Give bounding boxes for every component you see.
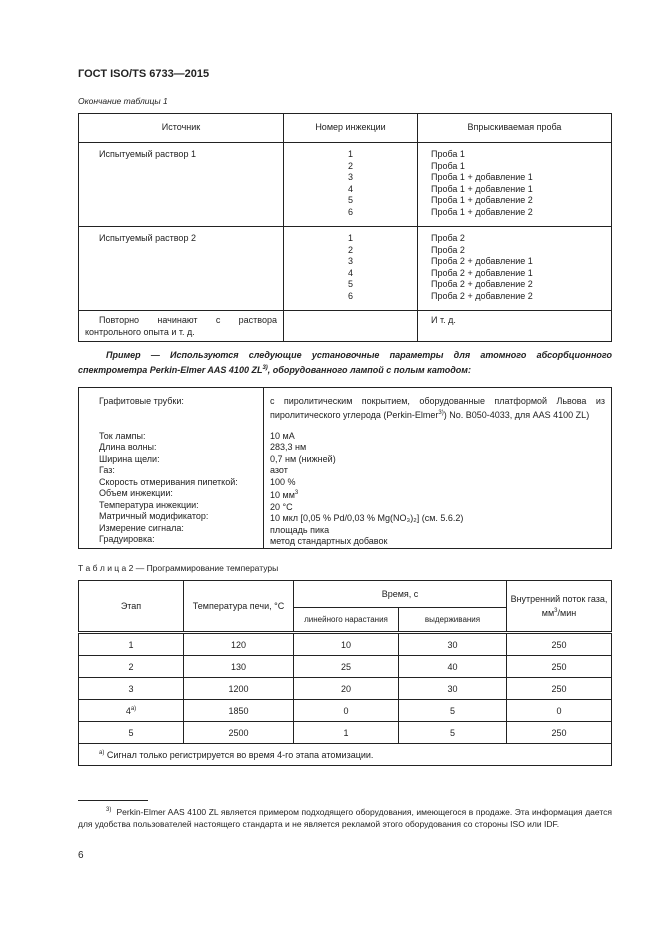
param-labels: [79, 388, 264, 549]
text: Сигнал только регистрируется во время 4-го этапа атомизации.: [106, 749, 374, 760]
num: 6: [347, 206, 353, 217]
cell: 1: [294, 722, 399, 744]
num: 3: [347, 172, 353, 182]
text: Perkin-Elmer AAS 4100 ZL является примером подходящего оборудования, имеющегося в продаже. Эта информация дается для удобства пользователей настоящего стандарта и не является рекламой этого оборудования со стороны ISO или IDF.: [78, 806, 612, 829]
num: 5: [347, 279, 353, 289]
cell: 2500: [184, 722, 294, 744]
header-ramp: линейного нарастания: [294, 608, 399, 633]
header-sample: Впрыскиваемая проба: [418, 114, 612, 143]
samples-cell: [418, 143, 612, 227]
sample: Проба 1: [431, 149, 465, 159]
text: ) No. B050-4033, для AAS 4100 ZL): [443, 409, 590, 420]
cell: 1850: [184, 700, 294, 722]
param-label: Графитовые трубки:: [99, 396, 184, 406]
cell: 250: [507, 678, 612, 700]
cell: 250: [507, 722, 612, 744]
num: 3: [347, 256, 353, 266]
table-row: [79, 311, 612, 342]
sample: Проба 1 + добавление 1: [431, 172, 533, 182]
cell: 10: [294, 633, 399, 656]
param-label: Температура инжекции:: [99, 499, 199, 510]
cell: 1200: [184, 678, 294, 700]
table1: [78, 113, 612, 342]
source-cell: Повторно начинают с раствора контрольного опыта и т. д.: [79, 311, 284, 342]
param-label: Градуировка:: [99, 534, 155, 544]
param-value: 100 %: [270, 476, 296, 487]
text: с пиролитическим покрытием, оборудованные платформой Львова из пиролитического углерода (Perkin-Elmer: [270, 396, 605, 420]
cell: 30: [399, 678, 507, 700]
param-value: 10 мкл [0,05 % Pd/0,03 % Mg(NO₃)₂] (см. 5.6.2): [270, 513, 464, 523]
cell: 2: [79, 656, 184, 678]
num: 1: [347, 149, 353, 159]
document-header: ГОСТ ISO/TS 6733—2015: [78, 68, 210, 80]
table-row: [79, 700, 612, 722]
header-stage: Этап: [79, 581, 184, 633]
cell: 25: [294, 656, 399, 678]
samples-cell: [418, 227, 612, 311]
cell: 0: [294, 700, 399, 722]
param-label: Длина волны:: [99, 442, 157, 452]
sample: Проба 2 + добавление 2: [431, 279, 533, 289]
table-row: [79, 143, 612, 227]
sample: Проба 2 + добавление 2: [431, 290, 533, 301]
table2: [78, 580, 612, 766]
text: 4: [125, 705, 131, 716]
param-value: площадь пика: [270, 524, 330, 535]
source-cell: Испытуемый раствор 2: [79, 227, 284, 311]
parameters-table: [78, 387, 612, 549]
table2-header-row: [79, 581, 612, 608]
text: /мин: [557, 608, 577, 618]
param-label: Ток лампы:: [99, 430, 146, 441]
example-paragraph: [78, 349, 612, 377]
param-values: [264, 388, 612, 549]
header-temp: Температура печи, °C: [184, 581, 294, 633]
param-value: метод стандартных добавок: [270, 536, 388, 546]
param-value: 10 мА: [270, 430, 295, 441]
text: 10 мм: [270, 490, 295, 500]
cell: 5: [399, 722, 507, 744]
header-hold: выдерживания: [399, 608, 507, 633]
cell: 3: [79, 678, 184, 700]
cell: 120: [184, 633, 294, 656]
sample: Проба 2 + добавление 1: [431, 267, 533, 278]
param-label: Объем инжекции:: [99, 488, 173, 498]
sample: Проба 1 + добавление 2: [431, 206, 533, 217]
cell: 5: [79, 722, 184, 744]
sample: Проба 2: [431, 244, 465, 255]
table1-header-row: [79, 114, 612, 143]
cell: 20: [294, 678, 399, 700]
table-row: [79, 678, 612, 700]
sample: Проба 1 + добавление 2: [431, 195, 533, 205]
num: 4: [347, 267, 353, 278]
cell: 5: [399, 700, 507, 722]
param-value: [270, 396, 605, 431]
table1-caption: Окончание таблицы 1: [78, 96, 168, 106]
table-row: [79, 722, 612, 744]
header-flow: [507, 581, 612, 633]
numbers-cell: [284, 143, 418, 227]
param-value: [270, 488, 605, 502]
footnote-mark: 3): [106, 807, 112, 813]
sample: Проба 2: [431, 233, 465, 243]
table-row: [79, 633, 612, 656]
num: 6: [347, 290, 353, 301]
samples-cell: И т. д.: [418, 311, 612, 342]
numbers-cell: [284, 311, 418, 342]
param-value: азот: [270, 465, 288, 475]
cell: 130: [184, 656, 294, 678]
sample: Проба 1 + добавление 1: [431, 183, 533, 194]
text: Внутренний поток газа, мм: [510, 594, 608, 618]
cell: 30: [399, 633, 507, 656]
sample: Проба 1: [431, 160, 465, 171]
example-text: , оборудованного лампой с полым катодом:: [267, 365, 471, 375]
header-time: Время, с: [294, 581, 507, 608]
source-cell: Испытуемый раствор 1: [79, 143, 284, 227]
footnote-separator: [78, 800, 148, 801]
footnote-mark: а): [99, 749, 105, 756]
param-value: 20 °C: [270, 501, 293, 512]
num: 5: [347, 195, 353, 205]
sup: 3: [294, 490, 299, 496]
table2-footnote: [79, 744, 612, 766]
cell: 40: [399, 656, 507, 678]
numbers-cell: [284, 227, 418, 311]
cell: 250: [507, 656, 612, 678]
table-row: [79, 656, 612, 678]
cell: 0: [507, 700, 612, 722]
footnote-ref: 3): [262, 365, 268, 371]
param-label: Измерение сигнала:: [99, 522, 184, 533]
sample: Проба 2 + добавление 1: [431, 256, 533, 266]
table2-caption: Т а б л и ц а 2 — Программирование температуры: [78, 563, 279, 573]
header-source: Источник: [79, 114, 284, 143]
footnote-ref: 3): [438, 409, 444, 416]
table-row: [79, 388, 612, 549]
num: 2: [347, 160, 353, 171]
param-value: 283,3 нм: [270, 442, 307, 452]
num: 2: [347, 244, 353, 255]
example-text: Пример — Используются следующие установочные параметры для атомного абсорбционного спектрометра Perkin-Elmer AAS 4100 ZL: [78, 350, 612, 375]
num: 4: [347, 183, 353, 194]
cell: 1: [79, 633, 184, 656]
page-footnote: [78, 804, 612, 830]
cell: [79, 700, 184, 722]
footnote-ref: а): [130, 705, 137, 712]
header-injection: Номер инжекции: [284, 114, 418, 143]
num: 1: [347, 233, 353, 243]
param-label: Скорость отмеривания пипеткой:: [99, 476, 238, 487]
param-label: Газ:: [99, 465, 115, 475]
param-value: 0,7 нм (нижней): [270, 453, 336, 464]
param-label: Ширина щели:: [99, 453, 160, 464]
table-row: [79, 227, 612, 311]
sup: 3: [554, 608, 558, 614]
param-label: Матричный модификатор:: [99, 511, 209, 521]
page-number: 6: [78, 850, 84, 861]
cell: 250: [507, 633, 612, 656]
table2-footnote-row: [79, 744, 612, 766]
